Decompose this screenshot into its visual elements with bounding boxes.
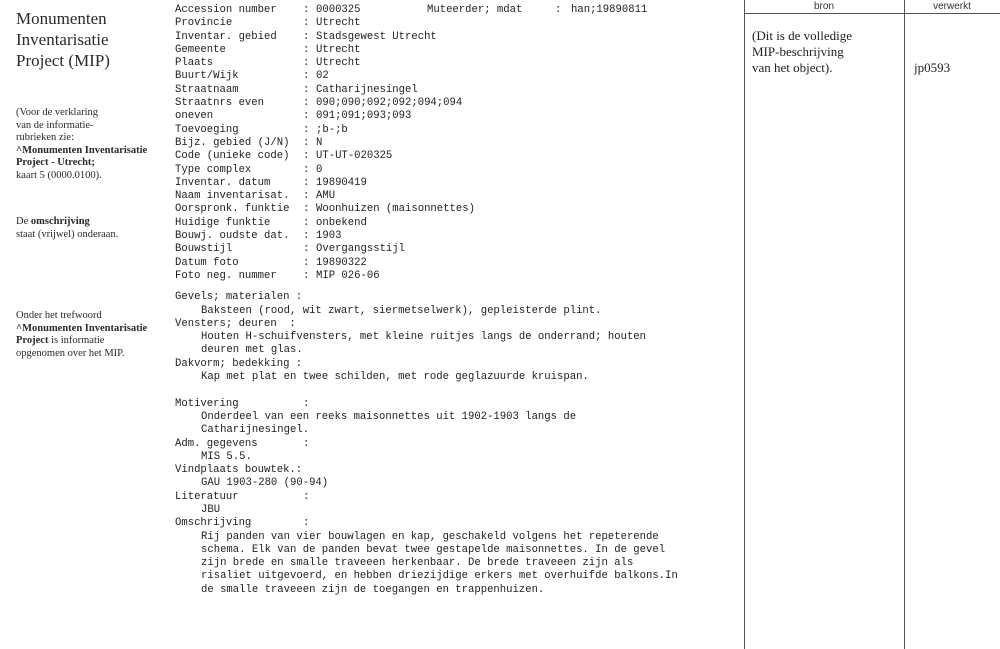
field-value: 0000325	[316, 4, 361, 16]
note2-tail: staat (vrijwel) onderaan.	[16, 228, 119, 240]
note1-bold-2: Project - Utrecht;	[16, 157, 95, 168]
keyword-note	[16, 310, 166, 360]
section-vensters	[175, 318, 735, 358]
field-value: N	[316, 136, 323, 149]
header-verwerkt: verwerkt	[933, 1, 971, 12]
source-line-2: MIP-beschrijving	[752, 44, 844, 59]
field-row	[175, 70, 735, 83]
column-divider	[904, 0, 905, 649]
field-row	[175, 270, 735, 283]
field-colon: :	[303, 190, 310, 203]
section-text: Baksteen (rood, wit zwart, siermetselwerk), gepleisterde plint.	[201, 304, 602, 317]
field-colon: :	[303, 243, 310, 256]
field-row	[175, 177, 735, 190]
field-row	[175, 44, 735, 57]
field-label: Plaats	[175, 57, 214, 70]
record-sections	[175, 291, 735, 597]
field-label: Inventar. gebied	[175, 30, 277, 43]
field-value: Stadsgewest Utrecht	[316, 30, 437, 43]
field-label: Toevoeging	[175, 123, 239, 136]
section-label: Literatuur	[175, 490, 239, 503]
field-colon: :	[303, 256, 310, 269]
field-value: AMU	[316, 190, 336, 203]
section-colon: :	[303, 397, 310, 410]
source-description	[752, 28, 902, 76]
note3-bold-2: Project	[16, 335, 49, 346]
field-colon: :	[303, 230, 310, 243]
field-value: 1903	[316, 230, 342, 243]
section-label: Dakvorm; bedekking :	[175, 357, 303, 370]
field-label: Datum foto	[175, 256, 239, 269]
section-text: Rij panden van vier bouwlagen en kap, geschakeld volgens het repeterende schema. Elk van de panden bevat twee gestapelde maisonnettes. In de gevel zijn brede en smalle traveeen herkenbaar. De brede traveeen zijn als risaliet uitgevoerd, en hebben driezijdige erkers met overhuifde balkons.In de smalle traveeen zijn de toegangen en trappenhuizen.	[201, 530, 678, 596]
field-value: 090;090;092;092;094;094	[316, 97, 463, 110]
field-value: Woonhuizen (maisonnettes)	[316, 203, 475, 216]
field-value: UT-UT-020325	[316, 150, 393, 163]
field-row	[175, 137, 735, 150]
note3-line-1: Onder het trefwoord	[16, 310, 102, 321]
field-value: 091;091;093;093	[316, 110, 412, 123]
title-line-1: Monumenten	[16, 9, 107, 28]
field-value: Overgangsstijl	[316, 243, 406, 256]
record-body	[175, 4, 735, 597]
field-row	[175, 124, 735, 137]
section-label: Motivering	[175, 397, 239, 410]
field-colon: :	[303, 57, 310, 70]
header-bron: bron	[813, 1, 834, 12]
title-line-3: Project (MIP)	[16, 51, 110, 70]
section-text: MIS 5.5.	[201, 450, 252, 463]
field-colon: :	[303, 123, 310, 136]
document-title	[16, 8, 166, 71]
section-label: Vensters; deuren :	[175, 317, 296, 330]
mutation-colon: :	[555, 4, 562, 16]
section-text: Kap met plat en twee schilden, met rode geglazuurde kruispan.	[201, 371, 589, 384]
description-note	[16, 216, 166, 241]
section-vindplaats	[175, 464, 735, 491]
field-value: Utrecht	[316, 17, 361, 30]
note1-line-3: rubrieken zie:	[16, 132, 75, 143]
explanation-note	[16, 107, 166, 182]
field-value: 19890322	[316, 256, 367, 269]
note1-bold-1: ^Monumenten Inventarisatie	[16, 144, 148, 156]
section-text: Onderdeel van een reeks maisonnettes uit 1902-1903 langs de Catharijnesingel.	[201, 410, 577, 437]
section-motivering	[175, 398, 735, 438]
field-row	[175, 150, 735, 163]
field-value: Utrecht	[316, 43, 361, 56]
field-row	[175, 110, 735, 123]
field-row	[175, 84, 735, 97]
title-line-2: Inventarisatie	[16, 30, 109, 49]
field-colon: :	[303, 136, 310, 149]
field-label: Bijz. gebied (J/N)	[175, 136, 290, 149]
field-row	[175, 31, 735, 44]
note3-bold-1: ^Monumenten Inventarisatie	[16, 322, 148, 334]
field-label: Straatnrs even	[175, 97, 265, 110]
field-label: Code (unieke code)	[175, 150, 290, 163]
section-label: Adm. gegevens	[175, 437, 258, 450]
field-colon: :	[303, 30, 310, 43]
section-gevels	[175, 291, 735, 318]
field-label: Gemeente	[175, 43, 226, 56]
note3-tail-3: opgenomen over het MIP.	[16, 347, 125, 359]
source-line-1: (Dit is de volledige	[752, 28, 853, 43]
field-colon: :	[303, 70, 310, 83]
field-row	[175, 190, 735, 203]
section-colon: :	[303, 490, 310, 503]
note2-bold: omschrijving	[30, 216, 90, 227]
record-fields	[175, 4, 735, 283]
field-row	[175, 217, 735, 230]
field-colon: :	[303, 269, 310, 282]
field-colon: :	[303, 203, 310, 216]
field-value: MIP 026-06	[316, 269, 380, 282]
processed-code: jp0593	[914, 60, 951, 75]
field-value: ;b-;b	[316, 123, 348, 136]
field-value: 0	[316, 163, 323, 176]
note1-line-1: (Voor de verklaring	[16, 107, 99, 118]
field-row	[175, 243, 735, 256]
field-row	[175, 257, 735, 270]
left-margin	[16, 8, 166, 71]
field-colon: :	[303, 43, 310, 56]
field-label: oneven	[175, 110, 214, 123]
field-label: Foto neg. nummer	[175, 269, 277, 282]
section-colon: :	[303, 517, 310, 530]
field-label: Oorspronk. funktie	[175, 203, 290, 216]
field-label: Straatnaam	[175, 83, 239, 96]
header-rule	[744, 13, 1000, 14]
field-colon: :	[303, 4, 310, 16]
section-label: Vindplaats bouwtek.:	[175, 464, 303, 477]
section-adm	[175, 438, 735, 465]
section-literatuur	[175, 491, 735, 518]
field-colon: :	[303, 163, 310, 176]
field-value: 19890419	[316, 176, 367, 189]
field-colon: :	[303, 17, 310, 30]
field-colon: :	[303, 110, 310, 123]
field-label: Naam inventarisat.	[175, 190, 290, 203]
field-colon: :	[303, 150, 310, 163]
mutation-value: han;19890811	[571, 4, 648, 16]
note3-tail-2: is informatie	[48, 335, 105, 346]
field-value: Catharijnesingel	[316, 83, 418, 96]
field-row	[175, 57, 735, 70]
field-colon: :	[303, 176, 310, 189]
section-omschrijving	[175, 517, 735, 597]
field-row	[175, 17, 735, 30]
field-value: Utrecht	[316, 57, 361, 70]
field-label: Bouwj. oudste dat.	[175, 230, 290, 243]
section-dakvorm	[175, 358, 735, 385]
field-label: Huidige funktie	[175, 216, 271, 229]
note1-tail: kaart 5 (0000.0100).	[16, 169, 102, 181]
field-row	[175, 203, 735, 216]
field-label: Provincie	[175, 17, 233, 30]
field-label: Type complex	[175, 163, 252, 176]
field-label: Accession number	[175, 4, 277, 16]
source-line-3: van het object).	[752, 60, 833, 75]
section-text: Houten H-schuifvensters, met kleine ruitjes langs de onderrand; houten deuren met glas.	[201, 331, 647, 357]
field-row	[175, 164, 735, 177]
field-label: Buurt/Wijk	[175, 70, 239, 83]
field-row	[175, 97, 735, 110]
field-label: Bouwstijl	[175, 243, 233, 256]
field-label: Inventar. datum	[175, 176, 271, 189]
field-value: 02	[316, 70, 329, 83]
section-label: Gevels; materialen :	[175, 291, 303, 304]
section-text: GAU 1903-280 (90-94)	[201, 477, 329, 490]
field-row	[175, 230, 735, 243]
field-colon: :	[303, 216, 310, 229]
mutation-label: Muteerder; mdat	[427, 4, 523, 16]
section-label: Omschrijving	[175, 517, 252, 530]
field-value: onbekend	[316, 216, 367, 229]
section-colon: :	[303, 437, 310, 450]
note2-prefix: De	[16, 216, 31, 227]
field-colon: :	[303, 83, 310, 96]
section-text: JBU	[201, 503, 221, 516]
note1-line-2: van de informatie-	[16, 119, 94, 131]
field-colon: :	[303, 97, 310, 110]
source-panel	[744, 0, 1000, 649]
